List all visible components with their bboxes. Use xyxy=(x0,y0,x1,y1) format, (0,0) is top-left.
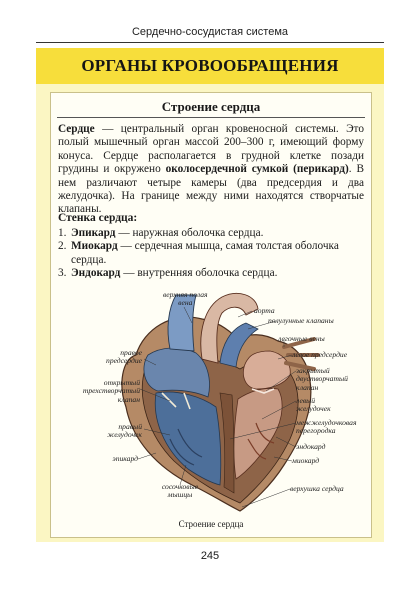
label-myocardium: миокард xyxy=(292,456,320,465)
section-title-rule xyxy=(57,117,365,118)
list-text: — сердечная мышца, самая толстая оболочка сердца. xyxy=(71,240,339,266)
section-box xyxy=(50,92,372,538)
label-papillary-muscles: сосочковые мышцы xyxy=(161,482,199,500)
label-epicardium: эпикард xyxy=(112,454,138,463)
term-myocardium: Миокард xyxy=(71,240,118,253)
label-pulmonary-veins: легочные вены xyxy=(278,334,325,343)
chapter-title: ОРГАНЫ КРОВООБРАЩЕНИЯ xyxy=(81,56,339,75)
label-aorta: аорта xyxy=(254,306,275,315)
intro-text-2: . В нем различают четыре камеры (два предсердия и два желудочка). На границе между ними находятся створчатые клапаны. xyxy=(58,163,364,216)
chapter-banner xyxy=(36,48,384,84)
heart-figure xyxy=(52,289,370,515)
list-item xyxy=(58,267,364,280)
wall-subhead: Стенка сердца: xyxy=(58,212,138,224)
list-number: 2. xyxy=(58,240,67,253)
label-apex: верхушка сердца xyxy=(290,484,344,493)
intro-paragraph xyxy=(58,123,364,217)
section-title: Строение сердца xyxy=(161,99,261,114)
label-left-ventricle: левый желудочек xyxy=(296,396,331,414)
list-number: 1. xyxy=(58,227,67,239)
running-head: Сердечно-сосудистая система xyxy=(131,26,289,38)
wall-layers-list xyxy=(58,227,364,281)
intro-text-1: — центральный орган кровеносной системы. Это полый мышечный орган массой 200–300 г, имеющий форму конуса. Сердце располагается в грудной клетке позади грудины и окружено xyxy=(58,123,364,176)
term-pericardium: околосердечной сумкой (перикард) xyxy=(165,163,349,176)
list-text: — внутренняя оболочка сердца. xyxy=(120,267,278,280)
list-number: 3. xyxy=(58,267,67,280)
term-epicardium: Эпикард xyxy=(71,227,116,239)
label-closed-valve: закрытый двустворчатый клапан xyxy=(296,366,348,392)
list-text: — наружная оболочка сердца. xyxy=(115,227,264,239)
label-pulmonary-valves: полулунные клапаны xyxy=(268,316,334,325)
label-open-valve: открытый трехстворчатый клапан xyxy=(82,378,140,404)
label-interventricular-septum: межжелудочковая перегородка xyxy=(296,418,357,436)
label-endocardium: эндокард xyxy=(296,442,326,451)
figure-caption: Строение сердца xyxy=(178,519,244,529)
list-item xyxy=(58,227,364,240)
label-right-atrium: правое предсердие xyxy=(106,348,142,366)
list-item xyxy=(58,240,364,267)
label-superior-vena-cava: верхняя полая вена xyxy=(163,290,208,308)
header-rule xyxy=(36,42,384,43)
term-endocardium: Эндокард xyxy=(71,267,121,280)
page-number: 245 xyxy=(200,550,220,562)
term-heart: Сердце xyxy=(58,123,95,135)
label-right-ventricle: правый желудочек xyxy=(107,422,142,440)
label-left-atrium: левое предсердие xyxy=(292,350,348,359)
